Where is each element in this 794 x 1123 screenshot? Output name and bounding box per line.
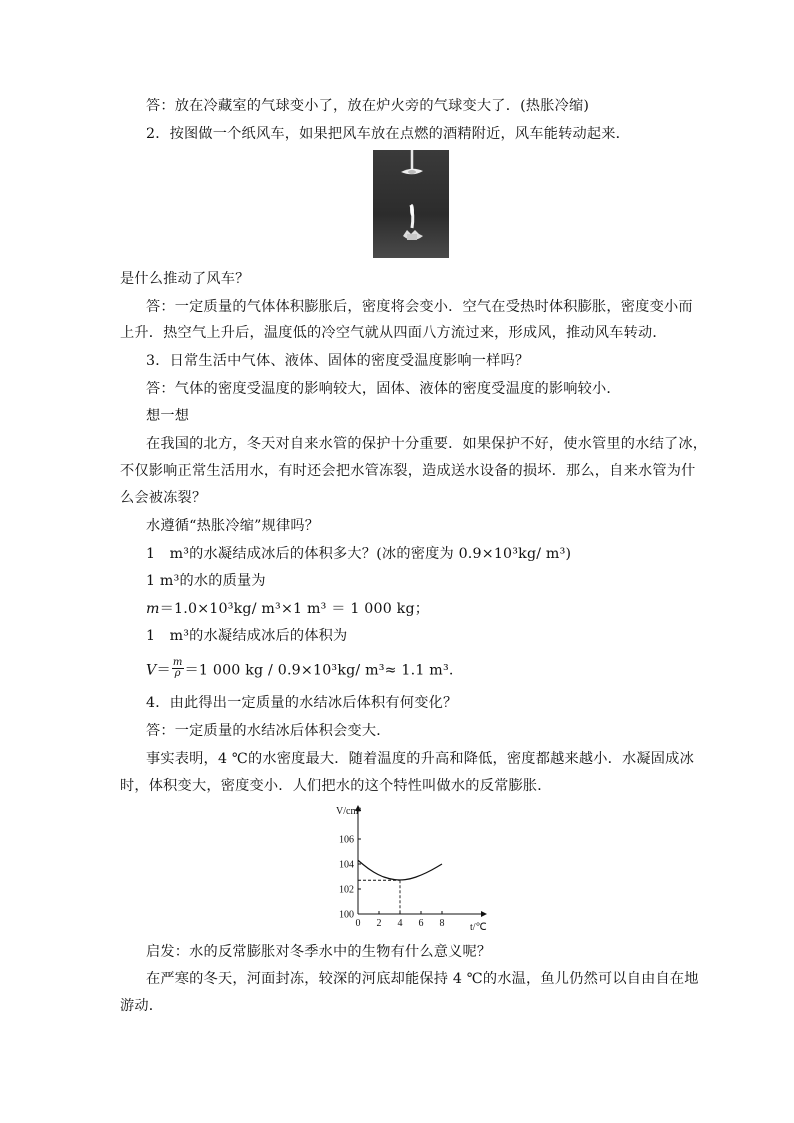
y-tick-label: 102: [339, 884, 354, 896]
answer-density: 答：气体的密度受温度的影响较大，固体、液体的密度受温度的影响较小．: [146, 381, 621, 397]
fraction-denominator: ρ: [174, 668, 181, 679]
x-tick-label: 0: [355, 918, 361, 929]
question-thermal: 水遵循“热胀冷缩”规律吗？: [146, 518, 320, 534]
volume-formula: [146, 657, 454, 681]
x-tick-label: 4: [397, 918, 403, 929]
answer-ice-volume: 答：一定质量的水结冰后体积会变大．: [146, 723, 391, 739]
question-2: 2．按图做一个纸风车，如果把风车放在点燃的酒精附近，风车能转动起来．: [146, 126, 631, 142]
pinwheel-photo: [373, 150, 449, 258]
mass-expression: ＝1.0×10³kg/ m³×1 m³ ＝ 1 000 kg；: [159, 601, 430, 617]
paragraph-north-2: 不仅影响正常生活用水，有时还会把水管冻裂，造成送水设备的损坏．那么，自来水管为什: [120, 463, 696, 479]
volume-expression: ＝1 000 kg / 0.9×10³kg/ m³≈ 1.1 m³.: [184, 662, 454, 679]
volume-temperature-graph: [334, 800, 494, 938]
y-tick-label: 100: [339, 909, 354, 921]
fraction: [172, 658, 184, 679]
answer-wind-1: 答：一定质量的气体体积膨胀后，密度将会变小．空气在受热时体积膨胀，密度变小而: [146, 299, 693, 315]
mass-formula: [146, 600, 429, 618]
chart-svg: [334, 800, 494, 938]
volume-curve: [358, 860, 442, 880]
y-axis-label: V/cm³: [336, 806, 362, 817]
inspiration-question: 启发：水的反常膨胀对冬季水中的生物有什么意义呢？: [146, 944, 492, 960]
question-3: 3．日常生活中气体、液体、固体的密度受温度影响一样吗？: [146, 353, 530, 369]
fact-paragraph-2: 时，体积变大，密度变小．人们把水的这个特性叫做水的反常膨胀．: [120, 778, 552, 794]
volume-equals: ＝: [156, 662, 171, 679]
answer-wind-2: 上升．热空气上升后，温度低的冷空气就从四面八方流过来，形成风，推动风车转动．: [120, 325, 667, 341]
mass-variable: m: [146, 601, 160, 617]
paragraph-north-1: 在我国的北方，冬天对自来水管的保护十分重要．如果保护不好，使水管里的水结了冰，: [146, 436, 708, 452]
section-think: 想一想: [146, 408, 190, 424]
y-tick-label: 104: [339, 859, 354, 871]
y-tick-label: 106: [339, 834, 354, 846]
question-what-pushes: 是什么推动了风车？: [120, 271, 250, 287]
winter-paragraph-2: 游动．: [120, 998, 164, 1014]
paragraph-north-3: 么会被冻裂？: [120, 490, 207, 506]
x-tick-label: 2: [376, 918, 382, 929]
answer-balloon: 答：放在冷藏室的气球变小了，放在炉火旁的气球变大了．(热胀冷缩): [146, 98, 590, 114]
x-tick-label: 8: [439, 918, 445, 929]
x-axis-label: t/℃: [470, 922, 487, 933]
pinwheel-illustration: [373, 150, 449, 258]
fact-paragraph-1: 事实表明，4 ℃的水密度最大．随着温度的升高和降低，密度都越来越小．水凝固成冰: [146, 751, 694, 767]
fraction-numerator: m: [172, 657, 183, 668]
winter-paragraph-1: 在严寒的冬天，河面封冻，较深的河底却能保持 4 ℃的水温，鱼儿仍然可以自由自在地: [146, 971, 699, 987]
volume-heading: 1 m³的水凝结成冰后的体积为: [146, 628, 348, 644]
x-tick-label: 6: [418, 918, 424, 929]
question-ice-volume: 1 m³的水凝结成冰后的体积多大？(冰的密度为 0.9×10³kg/ m³): [146, 546, 572, 562]
volume-variable: V: [146, 662, 157, 679]
mass-heading: 1 m³的水的质量为: [146, 573, 266, 589]
question-4: 4．由此得出一定质量的水结冰后体积有何变化？: [146, 695, 458, 711]
